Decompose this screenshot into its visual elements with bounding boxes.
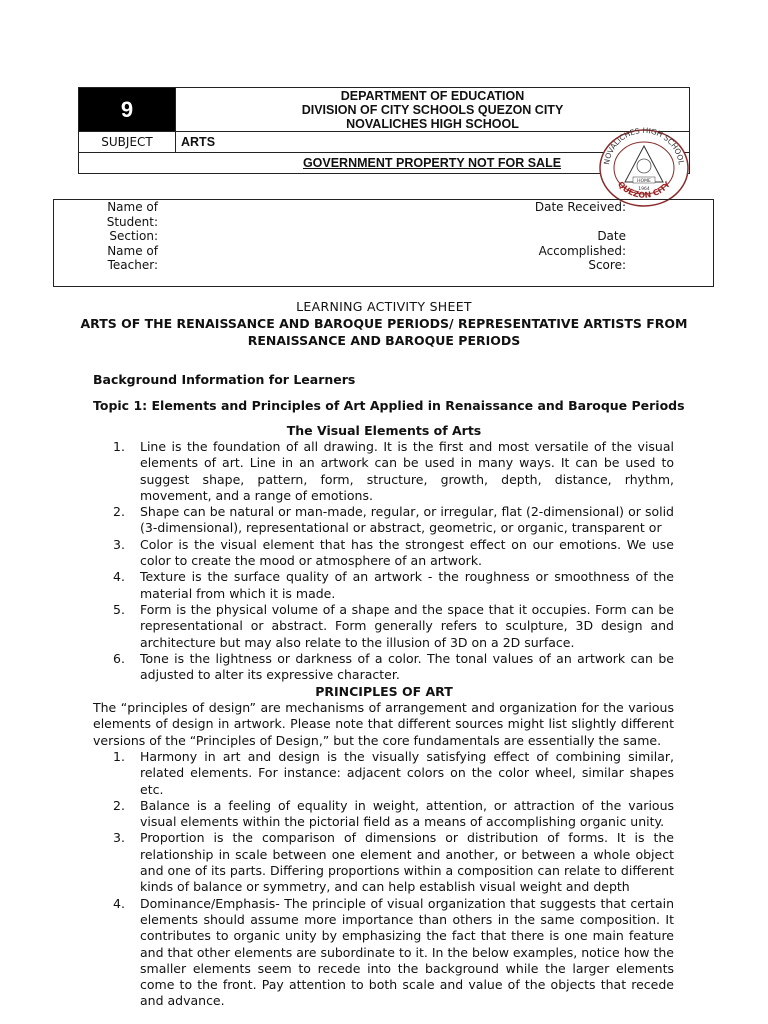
department-name: DEPARTMENT OF EDUCATION	[340, 89, 525, 103]
list-text: Harmony in art and design is the visually satisfying effect of combining similar, related elements. For instance: adjacent colors on the color wheel, similar shapes etc.	[140, 749, 674, 797]
principles-heading: PRINCIPLES OF ART	[315, 684, 453, 699]
background-heading: Background Information for Learners	[93, 372, 356, 387]
subject-label: SUBJECT	[101, 135, 153, 149]
list-text: Shape can be natural or man-made, regular, or irregular, flat (2-dimensional) or solid (3-dimensional), representational or abstract, geometric, or organic, transparent or	[140, 504, 674, 536]
list-number: 6.	[113, 650, 125, 666]
notice-text: GOVERNMENT PROPERTY NOT FOR SALE	[302, 156, 562, 170]
label-name-of-teacher-2: Teacher:	[107, 258, 158, 272]
list-item	[113, 651, 674, 684]
list-number: 2.	[113, 797, 125, 813]
list-item	[113, 798, 674, 831]
label-name-of-student-1: Name of	[107, 200, 158, 214]
seal-top-text: NOVALICHES HIGH SCHOOL	[602, 125, 686, 166]
list-text: Proportion is the comparison of dimensions or distribution of forms. It is the relationship in scale between one element and another, or between a whole object and one of its parts. Differing proportions within a composition can relate to different kinds of balance or symmetry, and can help establish visual weight and depth	[140, 830, 674, 895]
sheet-title: LEARNING ACTIVITY SHEET	[296, 299, 472, 314]
label-name-of-student-2: Student:	[106, 214, 158, 229]
list-number: 4.	[113, 569, 125, 585]
subject-value: ARTS	[175, 132, 689, 152]
list-item	[113, 504, 674, 537]
label-section: Section:	[109, 229, 158, 243]
list-item	[113, 439, 674, 504]
division-name: DIVISION OF CITY SCHOOLS QUEZON CITY	[301, 103, 564, 117]
grade-box: 9	[79, 88, 175, 131]
student-info-box	[53, 199, 714, 287]
list-text: Dominance/Emphasis- The principle of visual organization that suggests that certain elements should assume more importance than others in the same composition. It contributes to organic unity by emphasizing the fact that there is one main feature and that other elements are subordinate to it. In the below examples, notice how the smaller elements seem to recede into the background while the larger elements come to the front. Pay attention to both scale and value of the objects that recede and advance.	[140, 895, 674, 1009]
list-item	[113, 749, 674, 798]
list-item	[113, 830, 674, 895]
lesson-title-line-1: ARTS OF THE RENAISSANCE AND BAROQUE PERIODS/ REPRESENTATIVE ARTISTS FROM	[80, 316, 688, 331]
list-number: 4.	[113, 895, 125, 911]
seal-inner-text: HOME	[637, 179, 651, 184]
principles-list	[113, 749, 674, 1010]
list-text: Tone is the lightness or darkness of a color. The tonal values of an artwork can be adjusted to alter its expressive character.	[140, 650, 674, 683]
school-name: NOVALICHES HIGH SCHOOL	[346, 117, 519, 131]
lesson-title-line-2: RENAISSANCE AND BAROQUE PERIODS	[247, 333, 521, 348]
list-text: Color is the visual element that has the strongest effect on our emotions. We use color to create the mood or atmosphere of an artwork.	[140, 536, 674, 569]
list-number: 3.	[113, 536, 125, 552]
list-text: Balance is a feeling of equality in weight, attention, or attraction of the various visual elements within the pictorial field as a means of accomplishing organic unity.	[140, 797, 674, 830]
list-text: Form is the physical volume of a shape and the space that it occupies. Form can be representational or abstract. Form generally refers to sculpture, 3D design and architecture but may also relate to the illusion of 3D on a 2D surface.	[140, 601, 674, 650]
list-item	[113, 537, 674, 570]
seal-year: 1964	[638, 187, 650, 192]
school-seal-icon	[597, 124, 691, 208]
visual-elements-heading: The Visual Elements of Arts	[286, 423, 482, 438]
label-name-of-teacher-1: Name of	[107, 243, 158, 258]
label-date-accomplished-2: Accomplished:	[538, 243, 626, 258]
list-number: 3.	[113, 830, 125, 846]
list-number: 1.	[113, 749, 125, 764]
label-score: Score:	[588, 258, 626, 272]
list-number: 5.	[113, 601, 125, 617]
list-number: 1.	[113, 439, 125, 454]
list-item	[113, 569, 674, 602]
list-item	[113, 896, 674, 1010]
lesson-title	[60, 315, 708, 349]
label-date-accomplished-1: Date	[597, 229, 626, 243]
list-item	[113, 602, 674, 651]
principles-intro: The “principles of design” are mechanisms of arrangement and organization for the various elements of design in artwork. Please note that different sources might list slightly different versions of the “Principles of Design,” but the core fundamentals are essentially the same.	[93, 700, 674, 748]
spacer	[494, 215, 626, 230]
visual-elements-list	[113, 439, 674, 683]
list-text: Line is the foundation of all drawing. It is the first and most versatile of the visual elements of art. Line in an artwork can be used in many ways. It can be used to suggest shape, pattern, form, structure, growth, depth, distance, rhythm, movement, and a range of emotions.	[140, 439, 674, 503]
topic-heading: Topic 1: Elements and Principles of Art Applied in Renaissance and Baroque Periods	[93, 398, 685, 413]
label-date-received: Date Received:	[534, 200, 626, 214]
list-text: Texture is the surface quality of an artwork - the roughness or smoothness of the material from which it is made.	[140, 569, 674, 601]
list-number: 2.	[113, 504, 125, 520]
seal-bottom-text: QUEZON CITY	[615, 179, 673, 200]
